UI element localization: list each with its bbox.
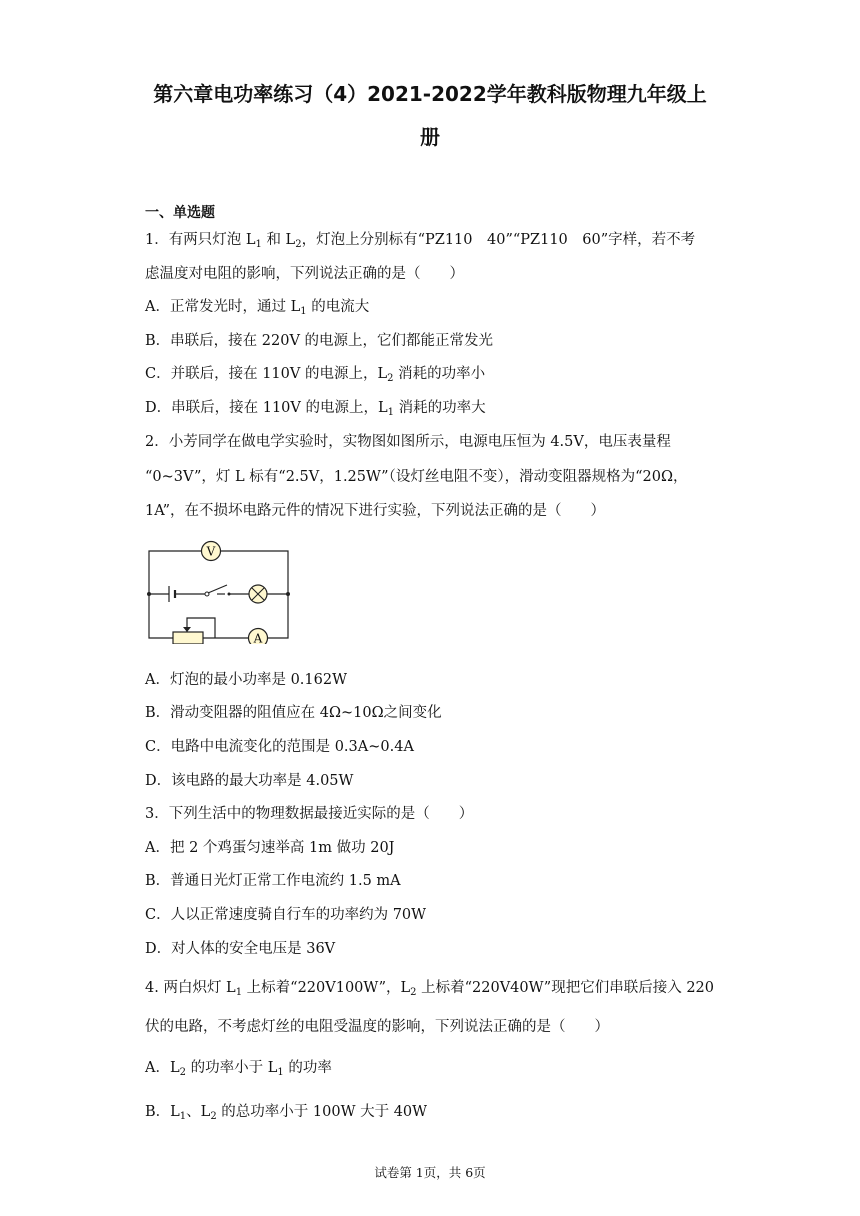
q3-option-d: D．对人体的安全电压是 36V [145, 941, 336, 957]
q2-stem-line3: 1A”，在不损坏电路元件的情况下进行实验，下列说法正确的是（ ） [145, 503, 605, 519]
voltmeter-icon [202, 542, 221, 561]
q2-stem-line1: 2．小芳同学在做电学实验时，实物图如图所示，电源电压恒为 4.5V，电压表量程 [145, 434, 671, 450]
q1-option-c: C．并联后，接在 110V 的电源上，$L_2$ 消耗的功率小 [145, 366, 486, 384]
q2-stem-line2: “0~3V”，灯 L 标有“2.5V，1.25W”（设灯丝电阻不变），滑动变阻器规格为“20Ω， [145, 469, 688, 485]
q3-option-b: B．普通日光灯正常工作电流约 1.5 mA [145, 873, 401, 889]
q1-option-a: A．正常发光时，通过 $L_1$ 的电流大 [145, 299, 370, 317]
page-footer: 试卷第 1页，共 6页 [374, 1165, 486, 1180]
q2-option-b: B．滑动变阻器的阻值应在 4Ω~10Ω之间变化 [145, 705, 442, 721]
section-heading: 一、单选题 [145, 205, 215, 221]
svg-text:V: V [206, 544, 216, 559]
rheostat-icon [173, 627, 203, 644]
q4-option-a: A．$L_2$ 的功率小于 $L_1$ 的功率 [145, 1060, 332, 1078]
q1-option-b: B．串联后，接在 220V 的电源上，它们都能正常发光 [145, 333, 494, 349]
q2-option-d: D．该电路的最大功率是 4.05W [145, 773, 354, 789]
ammeter-icon [249, 629, 268, 645]
q4-stem-line2: 伏的电路，不考虑灯丝的电阻受温度的影响，下列说法正确的是（ ） [145, 1019, 609, 1035]
q1-stem-line2: 虑温度对电阻的影响，下列说法正确的是（ ） [145, 266, 464, 282]
lamp-icon [249, 585, 267, 603]
q4-option-b: B．$L_1$、$L_2$ 的总功率小于 100W 大于 40W [145, 1104, 428, 1122]
q1-option-d: D．串联后，接在 110V 的电源上，$L_1$ 消耗的功率大 [145, 400, 486, 418]
q3-stem: 3．下列生活中的物理数据最接近实际的是（ ） [145, 806, 474, 822]
q2-option-c: C．电路中电流变化的范围是 0.3A~0.4A [145, 739, 414, 755]
svg-text:A: A [253, 631, 263, 644]
q1-stem-line1: 1．有两只灯泡 $L_1$ 和 $L_2$，灯泡上分别标有“PZ110 40”“PZ110 60”字样，若不考 [145, 232, 696, 250]
circuit-diagram [143, 538, 295, 644]
q3-option-a: A．把 2 个鸡蛋匀速举高 1m 做功 20J [145, 840, 395, 856]
page-title-continued: 册 [420, 125, 440, 149]
q2-option-a: A．灯泡的最小功率是 0.162W [145, 672, 347, 688]
q3-option-c: C．人以正常速度骑自行车的功率约为 70W [145, 907, 427, 923]
battery-icon [169, 586, 175, 602]
q4-stem-line1: 4. 两白炽灯 $L_1$ 上标着“220V100W”，$L_2$ 上标着“220V40W”现把它们串联后接入 220 [145, 980, 714, 998]
page-title: 第六章电功率练习（4）2021-2022学年教科版物理九年级上 [153, 82, 707, 106]
